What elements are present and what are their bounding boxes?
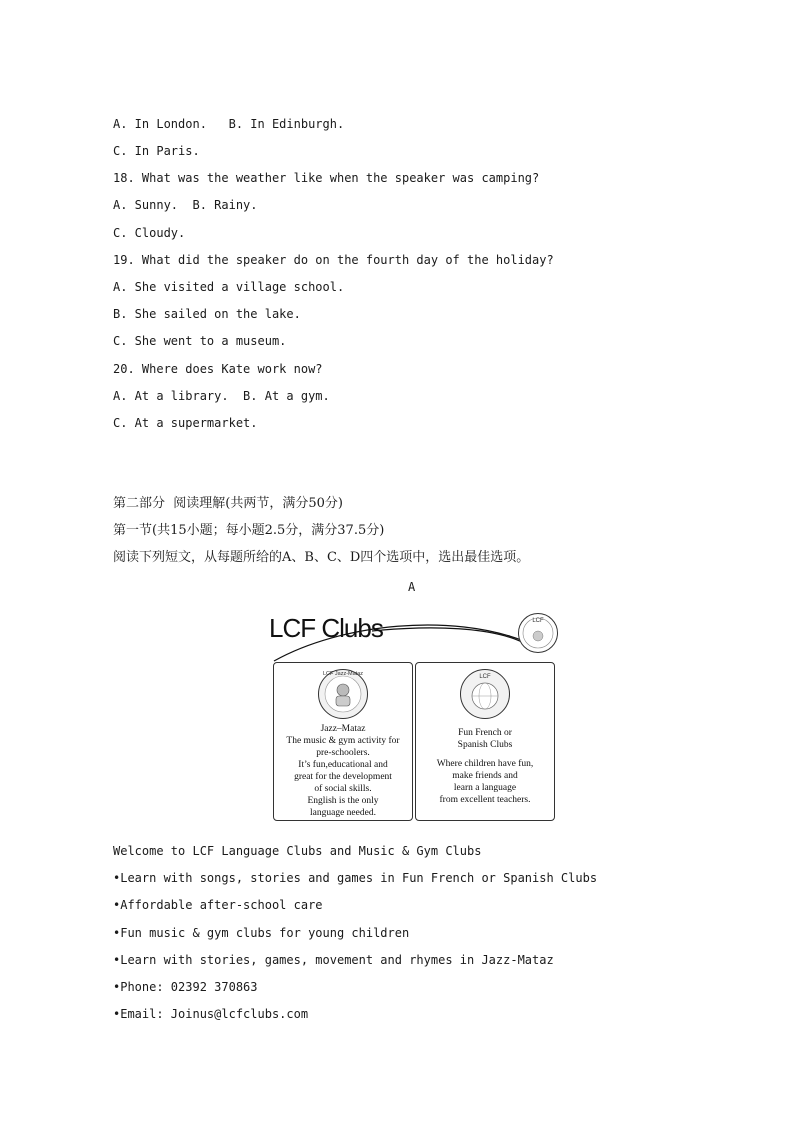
jazz-mataz-box (273, 662, 413, 821)
french-spanish-title (416, 727, 554, 751)
box-line: great for the development (294, 772, 392, 782)
option-line: A. Sunny. B. Rainy. (113, 198, 258, 212)
lcf-globe-badge-icon (459, 668, 511, 720)
lcf-clubs-advert (262, 603, 564, 825)
question-18: 18. What was the weather like when the speaker was camping? (113, 171, 540, 185)
box-line: learn a language (453, 783, 517, 793)
option-line: A. At a library. B. At a gym. (113, 389, 330, 403)
option-line: C. In Paris. (113, 144, 200, 158)
option-line: C. At a supermarket. (113, 416, 258, 430)
left-badge-text: LCF Jazz-Mataz (322, 671, 364, 677)
option-line: A. She visited a village school. (113, 280, 345, 294)
box-line: language needed. (310, 808, 376, 818)
box-line: from excellent teachers. (439, 795, 531, 805)
bullet-line: •Fun music & gym clubs for young children (113, 926, 410, 940)
bullet-line: •Affordable after-school care (113, 898, 323, 912)
small-badge-text: LCF (532, 618, 544, 624)
right-badge-text: LCF (479, 674, 491, 680)
part-title: 第二部分 阅读理解(共两节，满分50分) (113, 496, 343, 511)
bullet-line: •Learn with stories, games, movement and rhymes in Jazz-Mataz (113, 953, 554, 967)
sub-title: 第一节(共15小题；每小题2.5分，满分37.5分) (113, 523, 385, 538)
jazz-mataz-description (274, 723, 412, 819)
question-19: 19. What did the speaker do on the fourth day of the holiday? (113, 253, 554, 267)
box-line: Where children have fun, (436, 759, 534, 769)
box-line: make friends and (452, 771, 518, 781)
box-line: of social skills. (314, 784, 372, 794)
lcf-badge-icon (517, 612, 559, 654)
bullet-line: •Learn with songs, stories and games in Fun French or Spanish Clubs (113, 871, 598, 885)
box-line: It’s fun,educational and (298, 760, 388, 770)
box-line: Fun French or (458, 728, 512, 738)
passage-label: A (408, 580, 416, 594)
question-20: 20. Where does Kate work now? (113, 362, 323, 376)
french-spanish-box (415, 662, 555, 821)
option-line: C. She went to a museum. (113, 334, 287, 348)
option-line: A. In London. B. In Edinburgh. (113, 117, 345, 131)
box-line: pre-schoolers. (316, 748, 370, 758)
box-line: English is the only (307, 796, 379, 806)
french-spanish-description (416, 758, 554, 806)
box-line: The music & gym activity for (286, 736, 400, 746)
welcome-heading: Welcome to LCF Language Clubs and Music & Gym Clubs (113, 844, 482, 858)
box-line: Jazz–Mataz (320, 724, 366, 734)
instruction: 阅读下列短文，从每题所给的A、B、C、D四个选项中，选出最佳选项。 (113, 550, 530, 565)
email-line: •Email: Joinus@lcfclubs.com (113, 1007, 309, 1021)
option-line: C. Cloudy. (113, 226, 186, 240)
box-line: Spanish Clubs (457, 740, 513, 750)
phone-line: •Phone: 02392 370863 (113, 980, 258, 994)
jazz-mataz-badge-icon (317, 668, 369, 720)
option-line: B. She sailed on the lake. (113, 307, 301, 321)
logo-text: LCF Clubs (269, 613, 383, 643)
